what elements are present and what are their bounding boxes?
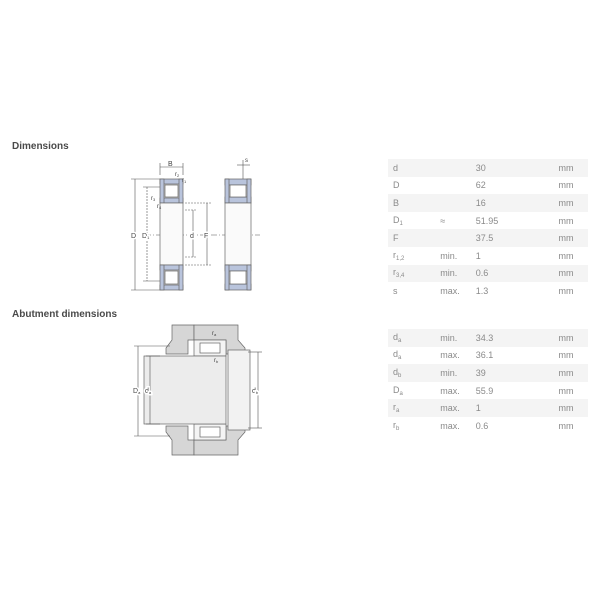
label-F: F (204, 233, 209, 240)
table-row: F 37.5 mm (388, 229, 588, 247)
label-r4: r4 (157, 204, 162, 210)
label-r2: r2 (175, 172, 180, 178)
label-Da: Da (133, 388, 141, 395)
table-row: d 30 mm (388, 159, 588, 177)
abutment-table (388, 329, 588, 435)
table-row: D 62 mm (393, 180, 574, 191)
table-row: $r_b$ max. 0.6 mm (393, 419, 574, 432)
abutment-title: Abutment dimensions (12, 309, 118, 320)
label-D1: D1 (142, 233, 150, 240)
table-row: B 16 mm (388, 194, 588, 212)
label-r1: r1 (182, 178, 187, 184)
table-row: $D_a$ max. 55.9 mm (393, 384, 574, 397)
table-row: $d_a$ min. 34.3 mm (388, 329, 588, 347)
label-B: B (168, 161, 173, 168)
label-db: db (252, 388, 259, 395)
table-row: $r_a$ max. 1 mm (388, 399, 588, 417)
table-row: s max. 1.3 mm (393, 285, 574, 296)
label-D: D (131, 233, 137, 240)
label-da: da (145, 388, 152, 395)
table-row: $d_b$ min. 39 mm (388, 364, 588, 382)
table-row: $D_1$ ≈ 51.95 mm (393, 214, 574, 227)
label-s: s (245, 158, 248, 164)
table-row: $r_{1,2}$ min. 1 mm (393, 249, 574, 262)
table-row: $d_a$ max. 36.1 mm (393, 349, 574, 362)
dimensions-table (388, 159, 588, 300)
label-rb: rb (214, 358, 219, 364)
table-row: $r_{3,4}$ min. 0.6 mm (388, 265, 588, 283)
label-r3: r3 (151, 196, 156, 202)
label-d: d (190, 233, 194, 240)
bearing-dimensions-diagram (125, 155, 275, 295)
label-ra: ra (212, 331, 217, 337)
dimensions-title: Dimensions (12, 141, 69, 152)
abutment-diagram (130, 320, 275, 460)
